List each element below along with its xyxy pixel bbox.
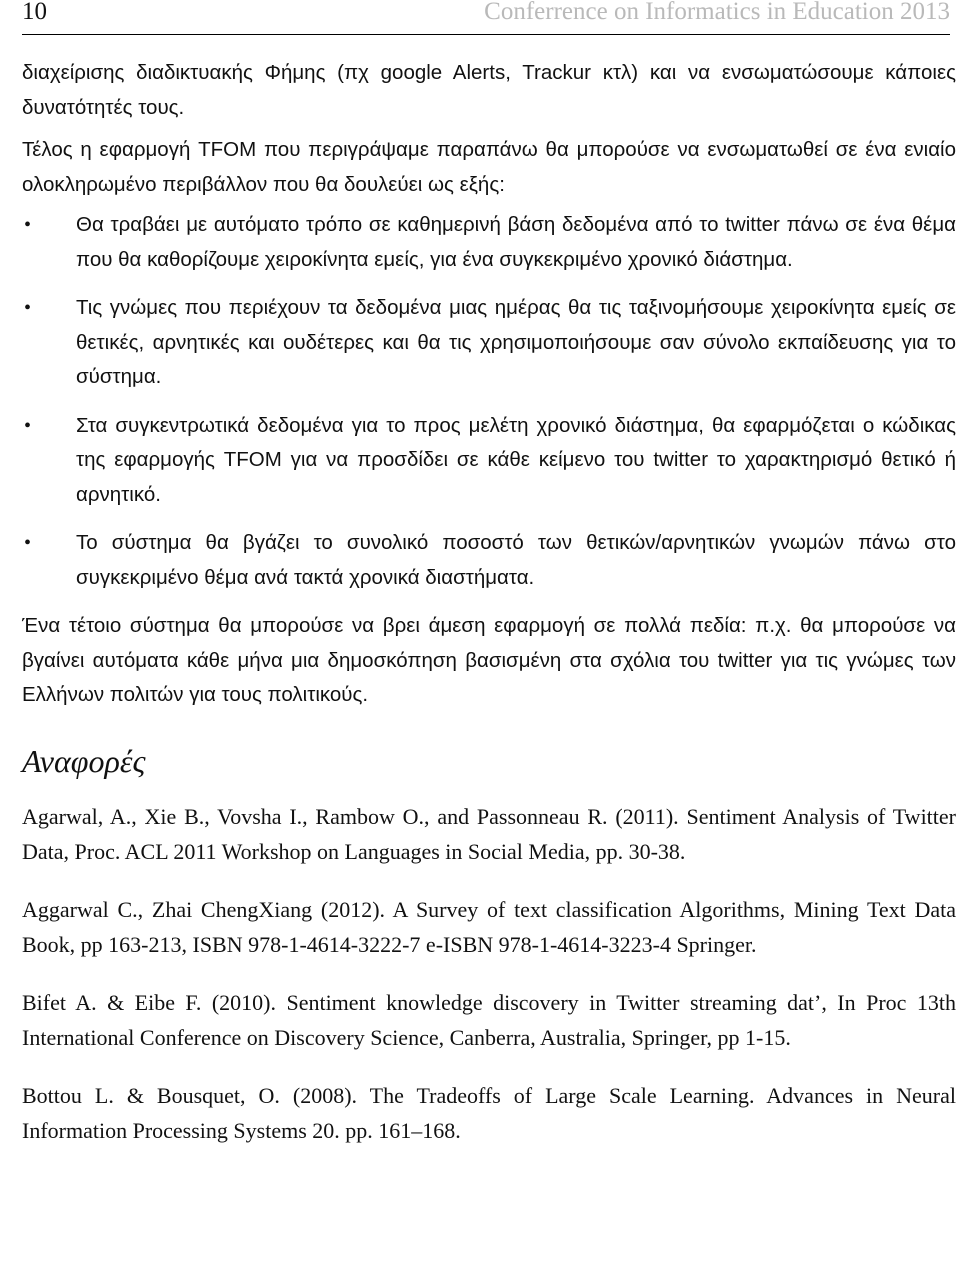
- references-heading: Αναφορές: [22, 742, 146, 779]
- page-content: [22, 56, 956, 1171]
- list-item-text: Τις γνώμες που περιέχουν τα δεδομένα μιας ημέρας θα τις ταξινομήσουμε χειροκίνητα εμείς σε θετικές, αρνητικές και ουδέτερες και θα τις χρησιμοποιήσουμε σαν σύνολο εκπαίδευσης για το σύστημα.: [76, 296, 956, 388]
- running-title: Conferrence on Informatics in Education 2013: [484, 0, 950, 25]
- list-item-text: Το σύστημα θα βγάζει το συνολικό ποσοστό των θετικών/αρνητικών γνωμών πάνω στο συγκεκριμένο θέμα ανά τακτά χρονικά διαστήματα.: [76, 531, 956, 589]
- feature-list: [22, 208, 956, 595]
- list-item: [22, 208, 956, 277]
- reference-item: Agarwal, A., Xie B., Vovsha I., Rambow O., and Passonneau R. (2011). Sentiment Analysis of Twitter Data, Proc. ACL 2011 Workshop on Languages in Social Media, pp. 30-38.: [22, 803, 956, 864]
- reference-item: Bifet A. & Eibe F. (2010). Sentiment knowledge discovery in Twitter streaming dat’, In Proc 13th International Conference on Discovery Science, Canberra, Australia, Springer, pp 1-15.: [22, 989, 956, 1050]
- reference-item: Aggarwal C., Zhai ChengXiang (2012). A Survey of text classification Algorithms, Mining Text Data Book, pp 163-213, ISBN 978-1-4614-3222-7 e-ISBN 978-1-4614-3223-4 Springer.: [22, 896, 956, 957]
- bullet-icon: •: [24, 214, 32, 236]
- bullet-icon: •: [24, 414, 32, 437]
- continuation-paragraph: διαχείρισης διαδικτυακής Φήμης (πχ google Alerts, Trackur κτλ) και να ενσωματώσουμε κάποιες δυνατότητές τους.: [22, 61, 956, 119]
- list-item: [22, 526, 956, 595]
- reference-item: Bottou L. & Bousquet, O. (2008). The Tradeoffs of Large Scale Learning. Advances in Neural Information Processing Systems 20. pp. 161–168.: [22, 1082, 956, 1143]
- list-item-text: Στα συγκεντρωτικά δεδομένα για το προς μελέτη χρονικό διάστημα, θα εφαρμόζεται ο κώδικας της εφαρμογής TFOM για να προσδίδει σε κάθε κείμενο του twitter το χαρακτηρισμό θετικό ή αρνητικό.: [76, 413, 956, 506]
- page-header: [22, 0, 950, 35]
- list-item-text: Θα τραβάει με αυτόματο τρόπο σε καθημερινή βάση δεδομένα από το twitter πάνω σε ένα θέμα που θα καθορίζουμε χειροκίνητα εμείς, για ένα συγκεκριμένο χρονικό διάστημα.: [76, 213, 956, 271]
- page-number: 10: [22, 0, 47, 25]
- closing-paragraph: Ένα τέτοιο σύστημα θα μπορούσε να βρει άμεση εφαρμογή σε πολλά πεδία: π.χ. θα μπορούσε να βγαίνει αυτόματα κάθε μήνα μια δημοσκόπηση βασισμένη στα σχόλια του twitter για τις γνώμες των Ελλήνων πολιτών για τους πολιτικούς.: [22, 614, 956, 706]
- intro-paragraph: Τέλος η εφαρμογή TFOM που περιγράψαμε παραπάνω θα μπορούσε να ενσωματωθεί σε ένα ενιαίο ολοκληρωμένο περιβάλλον που θα δουλεύει ως εξής:: [22, 138, 956, 196]
- list-item: [22, 291, 956, 395]
- list-item: [22, 409, 956, 513]
- bullet-icon: •: [24, 297, 32, 319]
- bullet-icon: •: [24, 532, 32, 554]
